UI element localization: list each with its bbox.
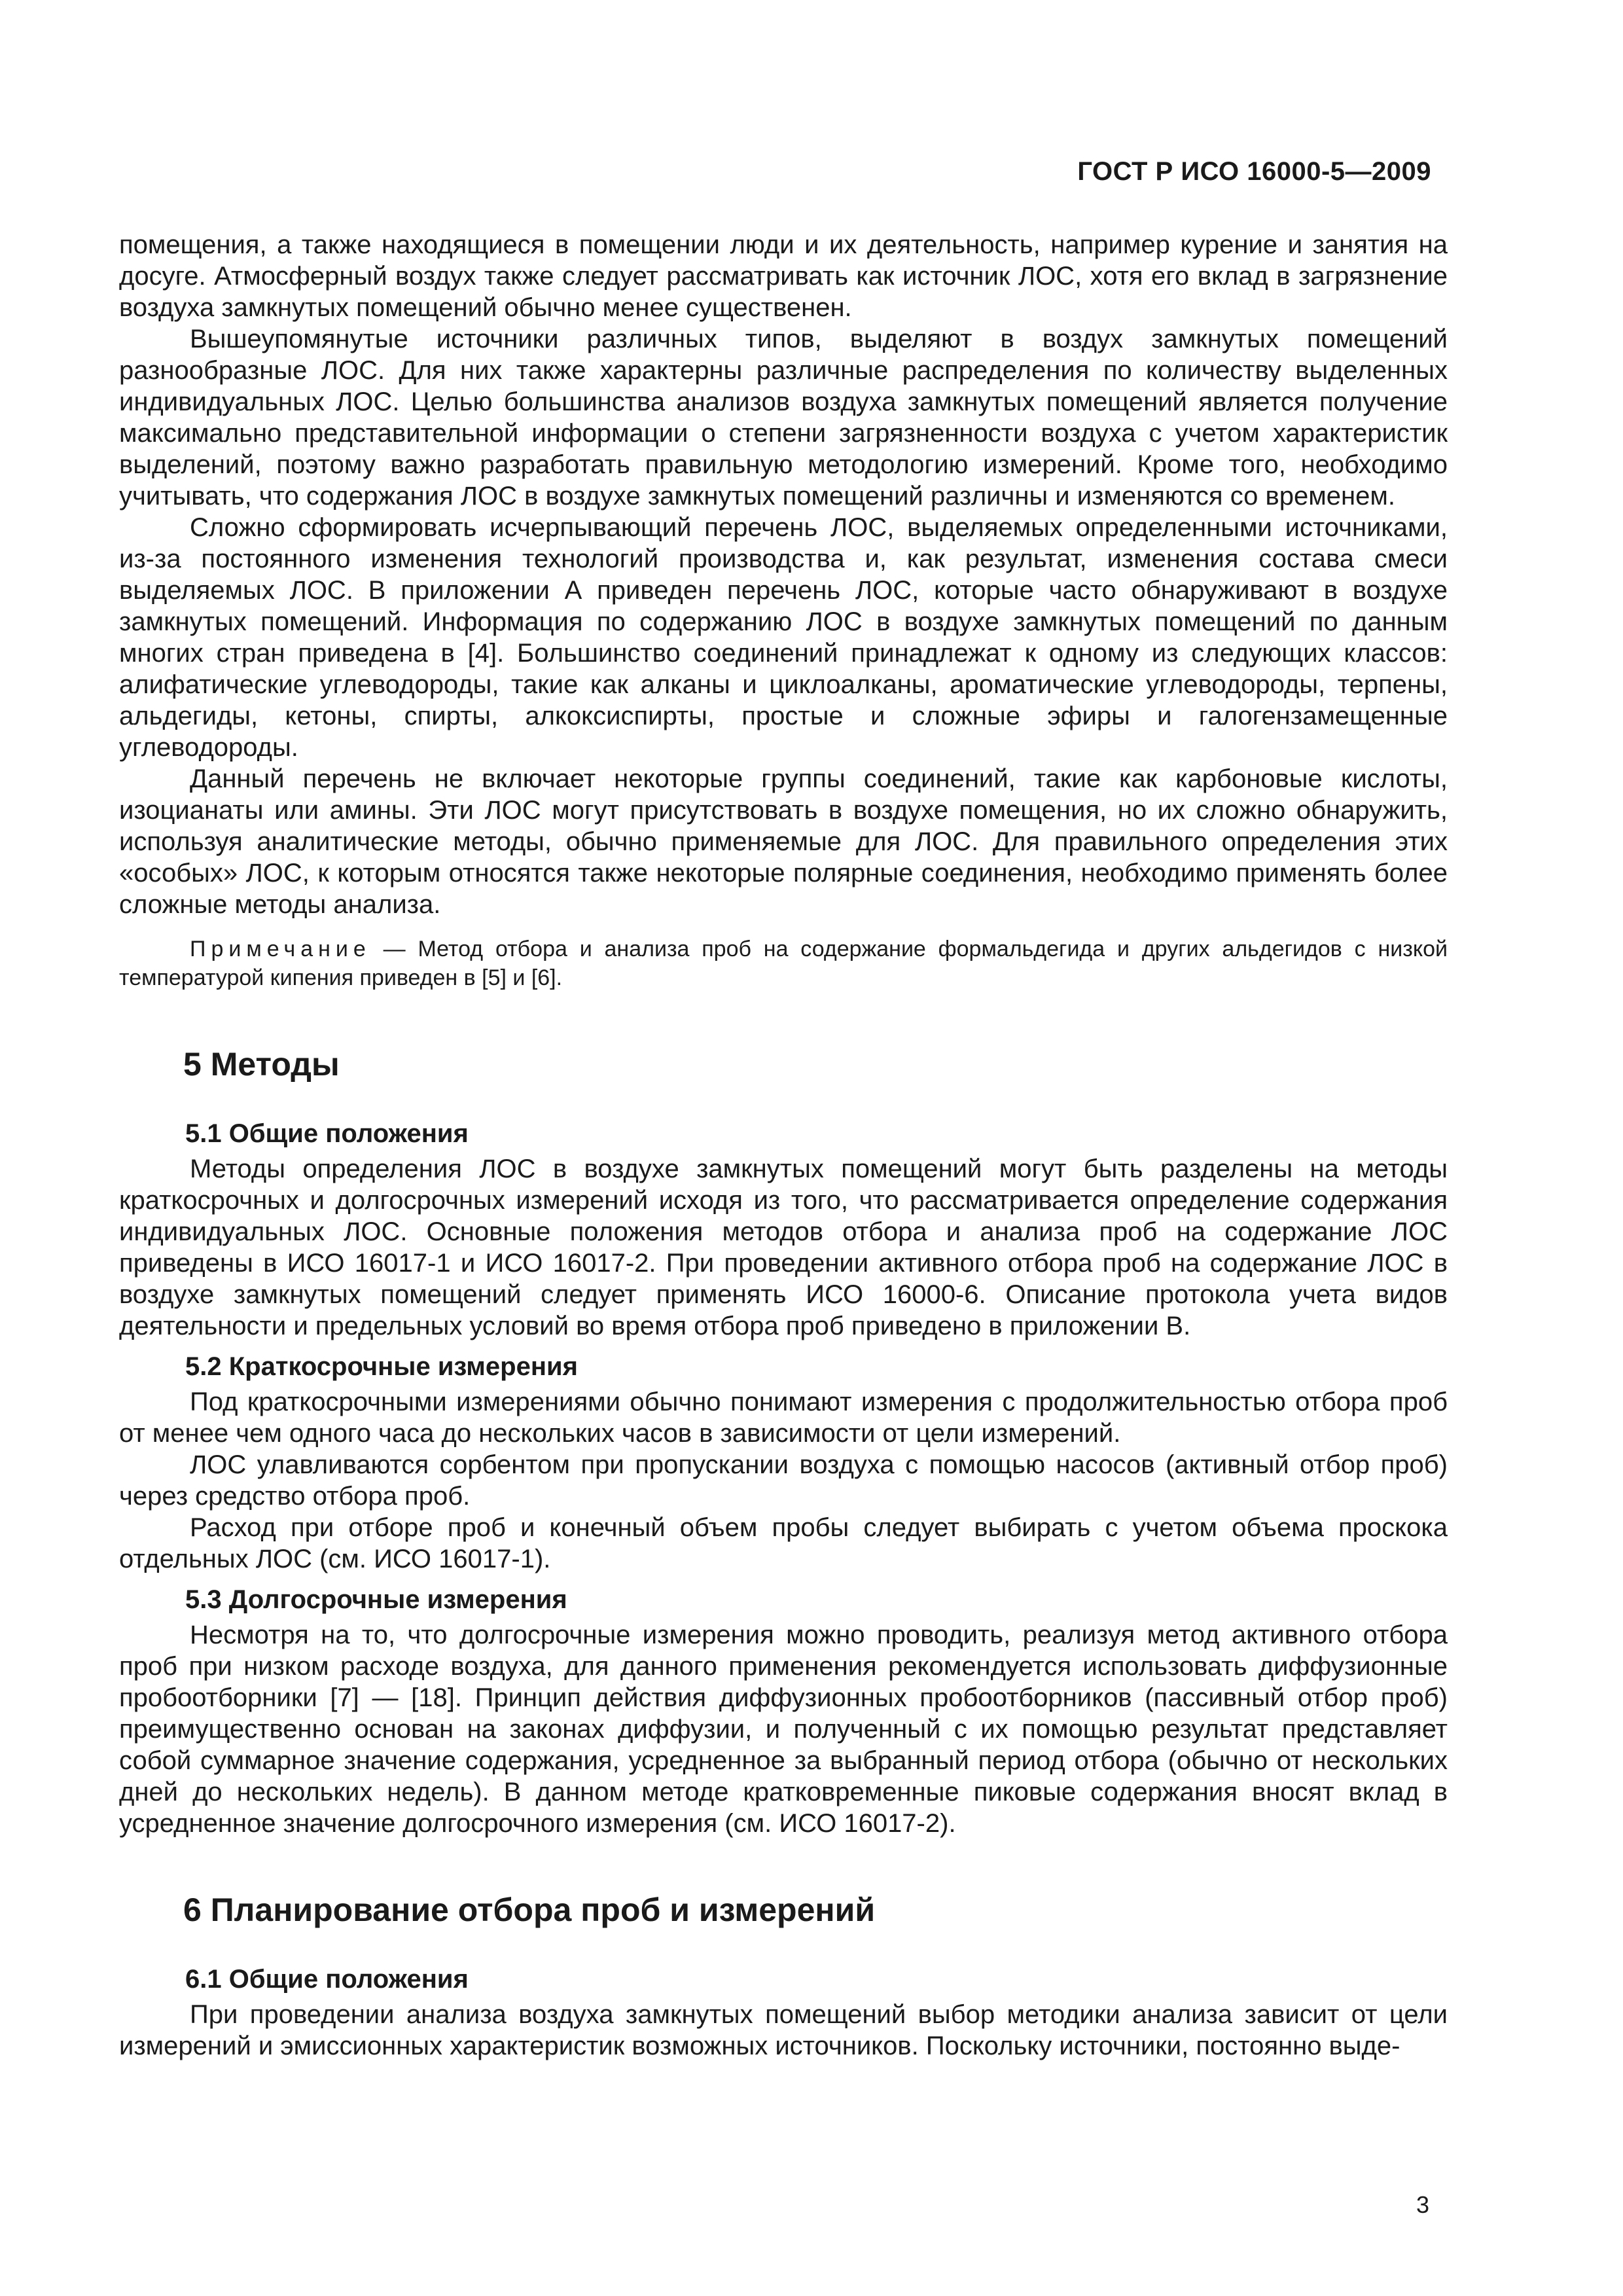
- section-6-heading: 6 Планирование отбора проб и измерений: [183, 1892, 876, 1928]
- section-5-1-heading: 5.1 Общие положения: [185, 1119, 469, 1148]
- section-5-3-heading: 5.3 Долгосрочные измерения: [185, 1585, 567, 1614]
- section-6-1-paragraph: При проведении анализа воздуха замкнутых помещений выбор методики анализа зависит от цели измерений и эмиссионных характеристик возможных источников. Поскольку источники, постоянно выде-: [119, 2000, 1448, 2060]
- note-text: — Метод отбора и анализа проб на содержание формальдегида и других альдегидов с низкой температурой кипения приведен в [5] и [6].: [119, 937, 1448, 990]
- note-paragraph: [119, 935, 1448, 992]
- intro-paragraph-1: помещения, а также находящиеся в помещении люди и их деятельность, например курение и занятия на досуге. Атмосферный воздух также следует рассматривать как источник ЛОС, хотя его вклад в загрязнение воздуха замкнутых помещений обычно менее существенен.: [119, 230, 1448, 322]
- section-5-heading: 5 Методы: [183, 1046, 340, 1083]
- document-header: ГОСТ Р ИСО 16000-5—2009: [1077, 157, 1431, 186]
- document-body: [119, 229, 1448, 2062]
- intro-paragraph-3: Сложно сформировать исчерпывающий перечень ЛОС, выделяемых определенными источниками, из-за постоянного изменения технологий производства и, как результат, изменения состава смеси выделяемых ЛОС. В приложении А приведен перечень ЛОС, которые часто обнаруживают в воздухе замкнутых помещений. Информация по содержанию ЛОС в воздухе замкнутых помещений по данным многих стран приведена в [4]. Большинство соединений принадлежат к одному из следующих классов: алифатические углеводороды, такие как алканы и циклоалканы, ароматические углеводороды, терпены, альдегиды, кетоны, спирты, алкоксиспирты, простые и сложные эфиры и галогензамещенные углеводороды.: [119, 513, 1448, 762]
- page-number: 3: [1416, 2191, 1429, 2218]
- section-5-2-paragraph-2: ЛОС улавливаются сорбентом при пропускании воздуха с помощью насосов (активный отбор проб) через средство отбора проб.: [119, 1450, 1448, 1511]
- section-5-2-paragraph-3: Расход при отборе проб и конечный объем пробы следует выбирать с учетом объема проскока отдельных ЛОС (см. ИСО 16017-1).: [119, 1513, 1448, 1573]
- section-5-2-heading: 5.2 Краткосрочные измерения: [185, 1352, 578, 1381]
- intro-paragraph-2: Вышеупомянутые источники различных типов, выделяют в воздух замкнутых помещений разнообразные ЛОС. Для них также характерны различные распределения по количеству выделенных индивидуальных ЛОС. Целью большинства анализов воздуха замкнутых помещений является получение максимально представительной информации о степени загрязненности воздуха с учетом характеристик выделений, поэтому важно разработать правильную методологию измерений. Кроме того, необходимо учитывать, что содержания ЛОС в воздухе замкнутых помещений различны и изменяются со временем.: [119, 325, 1448, 511]
- section-5-1-paragraph: Методы определения ЛОС в воздухе замкнутых помещений могут быть разделены на методы краткосрочных и долгосрочных измерений исходя из того, что рассматривается определение содержания индивидуальных ЛОС. Основные положения методов отбора и анализа проб на содержание ЛОС приведены в ИСО 16017-1 и ИСО 16017-2. При проведении активного отбора проб на содержание ЛОС в воздухе замкнутых помещений следует применять ИСО 16000-6. Описание протокола учета видов деятельности и предельных условий во время отбора проб приведено в приложении В.: [119, 1155, 1448, 1340]
- section-5-2-paragraph-1: Под краткосрочными измерениями обычно понимают измерения с продолжительностью отбора проб от менее чем одного часа до нескольких часов в зависимости от цели измерений.: [119, 1388, 1448, 1448]
- section-5-3-paragraph: Несмотря на то, что долгосрочные измерения можно проводить, реализуя метод активного отбора проб при низком расходе воздуха, для данного применения рекомендуется использовать диффузионные пробоотборники [7] — [18]. Принцип действия диффузионных пробоотборников (пассивный отбор проб) преимущественно основан на законах диффузии, и полученный с их помощью результат представляет собой суммарное значение содержания, усредненное за выбранный период отбора (обычно от нескольких дней до нескольких недель). В данном методе кратковременные пиковые содержания вносят вклад в усредненное значение долгосрочного измерения (см. ИСО 16017-2).: [119, 1621, 1448, 1838]
- intro-paragraph-4: Данный перечень не включает некоторые группы соединений, такие как карбоновые кислоты, изоцианаты или амины. Эти ЛОС могут присутствовать в воздухе помещения, но их сложно обнаружить, используя аналитические методы, обычно применяемые для ЛОС. Для правильного определения этих «особых» ЛОС, к которым относятся также некоторые полярные соединения, необходимо применять более сложные методы анализа.: [119, 764, 1448, 919]
- note-lead: Примечание: [190, 937, 371, 961]
- section-6-1-heading: 6.1 Общие положения: [185, 1965, 469, 1994]
